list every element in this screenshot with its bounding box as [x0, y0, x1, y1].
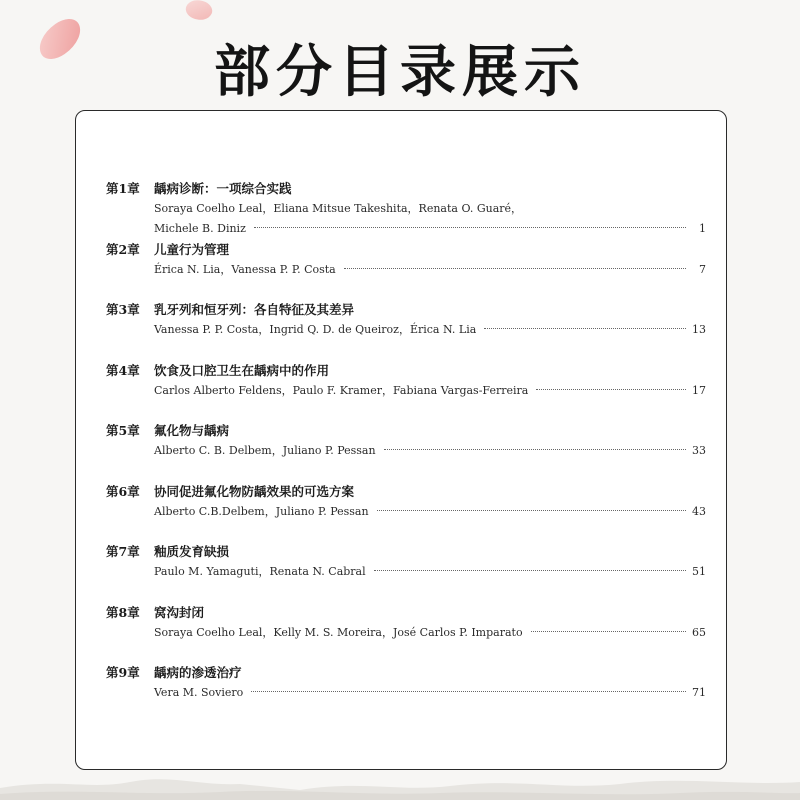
chapter-title: 龋病诊断：一项综合实践	[154, 181, 292, 196]
chapter-title: 窝沟封闭	[154, 604, 205, 620]
chapter-title: 氟化物与龋病	[154, 423, 230, 438]
toc-entry	[106, 661, 706, 722]
authors-line	[106, 199, 706, 219]
chapter-title: 釉质发育缺损	[154, 544, 230, 559]
dot-leader	[344, 268, 686, 269]
toc-entry	[106, 177, 706, 238]
toc-entry	[106, 238, 706, 299]
chapter-number: 第2章	[106, 241, 140, 257]
dot-leader	[531, 631, 686, 632]
chapter-heading	[106, 238, 706, 260]
page-number: 43	[692, 504, 706, 518]
author-names: Soraya Coelho Leal，Eliana Mitsue Takeshita，Renata O. Guaré，	[154, 202, 523, 215]
page-number: 33	[692, 444, 706, 457]
chapter-number: 第3章	[106, 302, 140, 317]
page-number: 71	[692, 686, 706, 699]
authors-line	[106, 562, 706, 582]
dot-leader	[377, 510, 686, 511]
authors-line	[106, 683, 706, 703]
authors-line	[106, 441, 706, 461]
chapter-heading	[106, 480, 706, 502]
author-names: Vera M. Soviero	[154, 686, 244, 699]
authors-line	[106, 219, 706, 239]
chapter-title: 龋病的渗透治疗	[154, 665, 242, 680]
chapter-heading	[106, 540, 706, 562]
page-title: 部分目录展示	[214, 40, 586, 105]
petal-decoration	[183, 0, 215, 25]
chapter-heading	[106, 419, 706, 441]
toc-entry	[106, 419, 706, 480]
chapter-heading	[106, 601, 706, 623]
toc-entry	[106, 298, 706, 359]
page-number: 13	[692, 323, 706, 336]
page-number: 17	[692, 383, 706, 397]
chapter-number: 第4章	[106, 362, 140, 378]
chapter-title: 饮食及口腔卫生在龋病中的作用	[154, 362, 330, 378]
page-number: 51	[692, 565, 706, 578]
chapter-heading	[106, 359, 706, 381]
author-names: Soraya Coelho Leal，Kelly M. S. Moreira，José Carlos P. Imparato	[154, 625, 523, 639]
page-number: 7	[699, 262, 706, 276]
toc-card	[75, 110, 727, 770]
authors-line	[106, 260, 706, 280]
author-names: Alberto C.B.Delbem，Juliano P. Pessan	[154, 504, 369, 518]
chapter-heading	[106, 298, 706, 320]
chapter-heading	[106, 177, 706, 199]
author-names: Alberto C. B. Delbem，Juliano P. Pessan	[154, 444, 376, 457]
dot-leader	[251, 691, 686, 692]
dot-leader	[384, 449, 686, 450]
author-names: Michele B. Diniz	[154, 222, 246, 235]
chapter-number: 第6章	[106, 483, 140, 499]
mountain-decoration	[0, 760, 800, 800]
toc-entry	[106, 359, 706, 420]
toc-entry	[106, 540, 706, 601]
chapter-number: 第5章	[106, 423, 140, 438]
chapter-title: 儿童行为管理	[154, 241, 230, 257]
authors-line	[106, 320, 706, 340]
dot-leader	[254, 227, 686, 228]
chapter-title: 乳牙列和恒牙列：各自特征及其差异	[154, 302, 355, 317]
author-names: Érica N. Lia，Vanessa P. P. Costa	[154, 262, 336, 276]
page-number: 1	[699, 222, 706, 235]
chapter-number: 第8章	[106, 604, 140, 620]
chapter-number: 第1章	[106, 181, 140, 196]
author-names: Carlos Alberto Feldens，Paulo F. Kramer，Fabiana Vargas-Ferreira	[154, 383, 529, 397]
chapter-number: 第9章	[106, 665, 140, 680]
dot-leader	[374, 570, 686, 571]
toc-list	[106, 177, 706, 722]
author-names: Paulo M. Yamaguti，Renata N. Cabral	[154, 565, 366, 578]
page-number: 65	[692, 625, 706, 639]
toc-entry	[106, 480, 706, 541]
dot-leader	[484, 328, 686, 329]
author-names: Vanessa P. P. Costa，Ingrid Q. D. de Queiroz，Érica N. Lia	[154, 323, 477, 336]
authors-line	[106, 381, 706, 401]
authors-line	[106, 623, 706, 643]
chapter-heading	[106, 661, 706, 683]
chapter-number: 第7章	[106, 544, 140, 559]
dot-leader	[536, 389, 686, 390]
chapter-title: 协同促进氟化物防龋效果的可选方案	[154, 483, 355, 499]
toc-entry	[106, 601, 706, 662]
authors-line	[106, 502, 706, 522]
